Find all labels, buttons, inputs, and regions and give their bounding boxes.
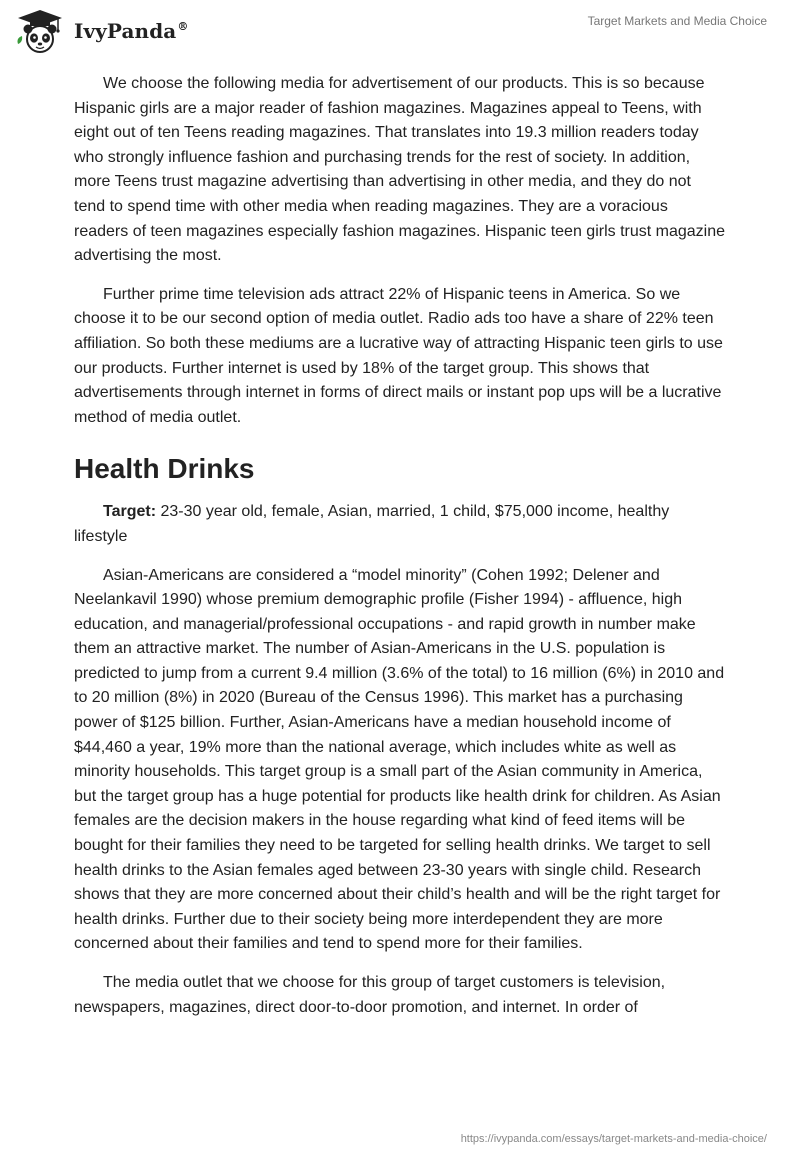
logo[interactable]: [14, 8, 188, 54]
footer-url[interactable]: https://ivypanda.com/essays/target-markets-and-media-choice/: [460, 1133, 767, 1145]
page-header: [0, 0, 800, 64]
target-paragraph: [74, 500, 726, 549]
paragraph: Asian-Americans are considered a “model minority” (Cohen 1992; Delener and Neelankavil 1990) whose premium demographic profile (Fisher 1994) - affluence, high education, and managerial/professional occupations - and rapid growth in number make them an attractive market. The number of Asian-Americans in the U.S. population is predicted to jump from a current 9.4 million (3.6% of the total) to 16 million (6%) in 2010 and to 20 million (8%) in 2020 (Bureau of the Census 1996). This market has a purchasing power of $125 billion. Further, Asian-Americans have a median household income of $44,460 a year, 19% more than the national average, which includes white as well as minority households. This target group is a small part of the Asian community in America, but the target group has a huge potential for products like health drink for children. As Asian females are the decision makers in the house regarding what kind of feed items will be bought for their families they need to be targeted for selling health drinks. We target to sell health drinks to the Asian females aged between 23-30 years with single child. Research shows that they are more concerned about their child’s health and will be the right target for health drinks. Further due to their society being more interdependent they are more concerned about their families and tend to spend more for their families.: [74, 566, 725, 953]
target-text: 23-30 year old, female, Asian, married, 1 child, $75,000 income, healthy lifestyle: [74, 503, 670, 545]
article-body: [74, 72, 726, 1020]
target-label: Target:: [103, 503, 157, 521]
brand-name: IvyPanda®: [74, 19, 189, 43]
section-heading: Health Drinks: [74, 453, 255, 485]
document-title: Target Markets and Media Choice: [587, 14, 767, 28]
panda-logo-icon: [14, 8, 66, 54]
paragraph: We choose the following media for advertisement of our products. This is so because Hispanic girls are a major reader of fashion magazines. Magazines appeal to Teens, with eight out of ten Teens reading magazines. That translates into 19.3 million readers today who strongly influence fashion and purchasing trends for the rest of society. In addition, more Teens trust magazine advertising than advertising in other media, and they do not tend to spend time with other media when reading magazines. They are a voracious readers of teen magazines especially fashion magazines. Hispanic teen girls trust magazine advertising the most.: [74, 75, 726, 265]
paragraph: The media outlet that we choose for this group of target customers is television, newspapers, magazines, direct door-to-door promotion, and internet. In order of: [74, 974, 666, 1016]
paragraph: Further prime time television ads attract 22% of Hispanic teens in America. So we choose it to be our second option of media outlet. Radio ads too have a share of 22% teen affiliation. So both these mediums are a lucrative way of attracting Hispanic teen girls to use our products. Further internet is used by 18% of the target group. This shows that advertisements through internet in forms of direct mails or instant pop ups will be a lucrative method of media outlet.: [74, 285, 723, 426]
